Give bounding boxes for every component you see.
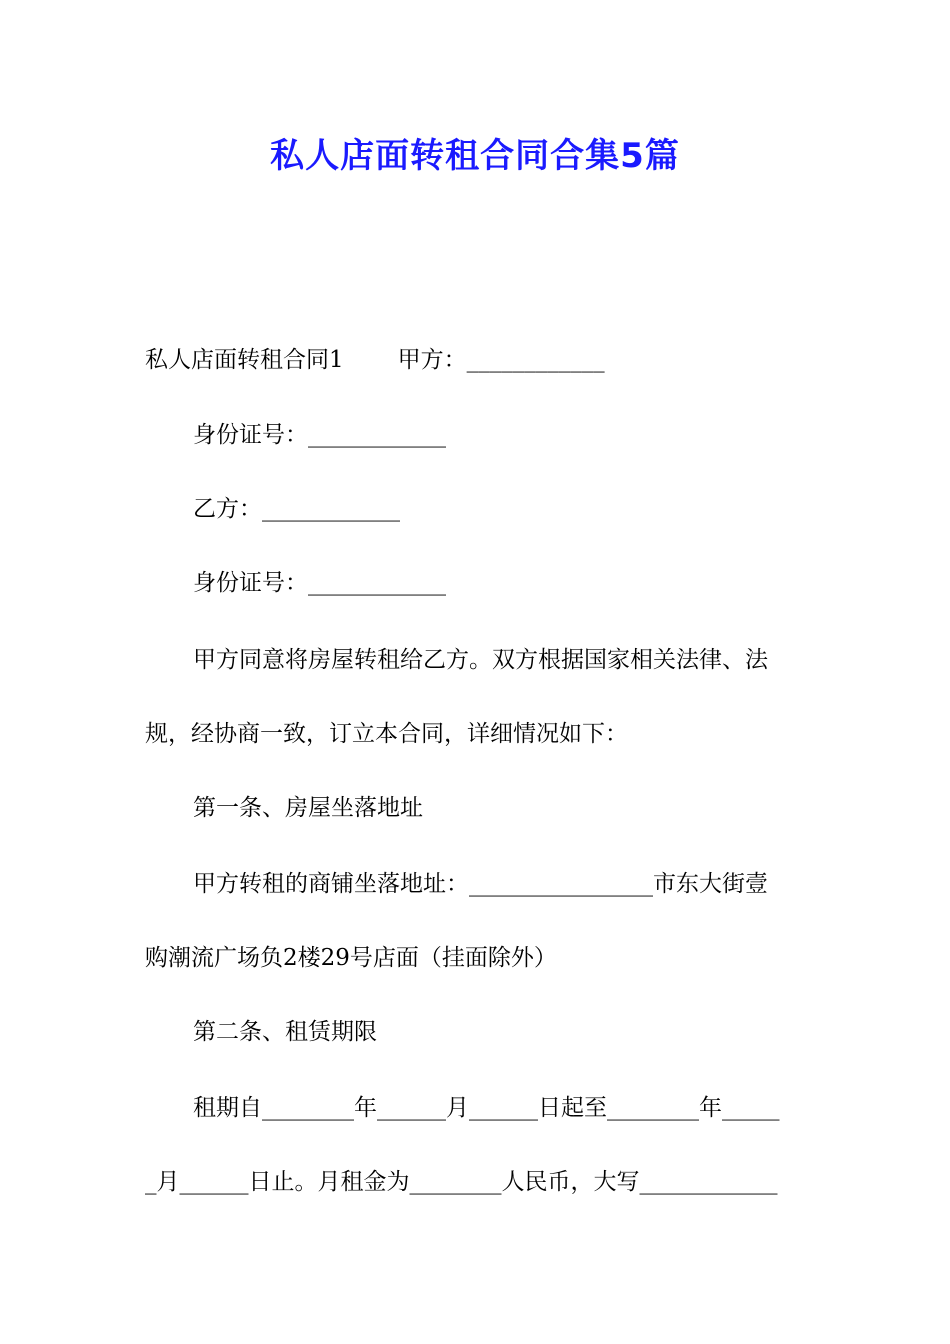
article-1-title: 第一条、房屋坐落地址 — [193, 795, 423, 821]
party-b-field: 乙方：____________ — [193, 496, 400, 522]
contract-heading-label: 私人店面转租合同1 — [145, 347, 344, 373]
intro-paragraph-line-2: 规，经协商一致，订立本合同，详细情况如下： — [145, 721, 628, 747]
party-a-field: 甲方：____________ — [397, 347, 605, 373]
term-paragraph-line-1: 租期自________年______月______日起至________年_____ — [193, 1095, 780, 1121]
document-title: 私人店面转租合同合集5篇 — [270, 136, 680, 176]
contract-heading-line — [145, 345, 605, 375]
article-2-title: 第二条、租赁期限 — [193, 1019, 377, 1045]
term-paragraph-line-2: _月______日止。月租金为________人民币，大写____________ — [145, 1169, 778, 1195]
id-number-field-1: 身份证号：____________ — [193, 422, 446, 448]
address-paragraph-line-1: 甲方转租的商铺坐落地址：________________市东大街壹 — [193, 871, 768, 897]
address-paragraph-line-2: 购潮流广场负2楼29号店面（挂面除外） — [145, 945, 557, 971]
intro-paragraph-line-1: 甲方同意将房屋转租给乙方。双方根据国家相关法律、法 — [193, 647, 768, 673]
id-number-field-2: 身份证号：____________ — [193, 570, 446, 596]
